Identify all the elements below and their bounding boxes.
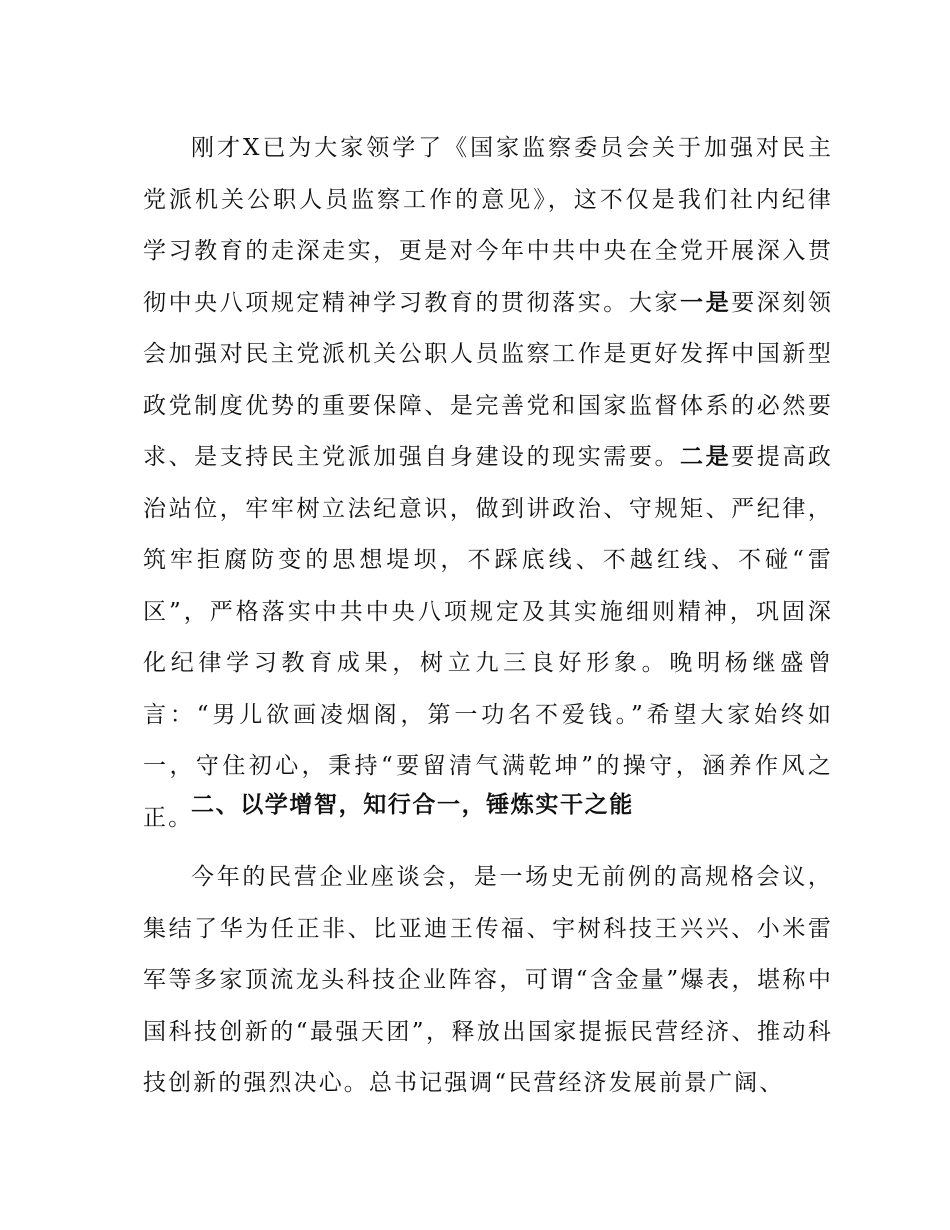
emphasis-second-point: 二是 (680, 444, 732, 470)
paragraph-1-text-a: 刚才X已为大家领学了《国家监察委员会关于加强对民主党派机关公职人员监察工作的意见》，这不仅是我们社内纪律学习教育的走深走实，更是对今年中共中央在全党开展深入贯彻中央八项规定精神学习教育的贯彻落实。大家 (143, 135, 833, 316)
emphasis-first-point: 一是 (680, 289, 732, 316)
section-heading-2: 二、以学增智，知行合一，锤炼实干之能 (191, 792, 634, 818)
body-paragraph-2: 今年的民营企业座谈会，是一场史无前例的高规格会议，集结了华为任正非、比亚迪王传福、宇树科技王兴兴、小米雷军等多家顶流龙头科技企业阵容，可谓“含金量”爆表，堪称中国科技创新的“最强天团”，释放出国家提振民营经济、推动科技创新的强烈决心。总书记强调“民营经济发展前景广阔、 (143, 864, 833, 1096)
body-paragraph-1 (143, 123, 833, 844)
paragraph-1-text-c: 要提高政治站位，牢牢树立法纪意识，做到讲政治、守规矩、严纪律，筑牢拒腐防变的思想堤坝，不踩底线、不越红线、不碰“雷区”，严格落实中共中央八项规定及其实施细则精神，巩固深化纪律学习教育成果，树立九三良好形象。晚明杨继盛曾言：“男儿欲画凌烟阁，第一功名不爱钱。”希望大家始终如一，守住初心，秉持“要留清气满乾坤”的操守，涵养作风之正。 (143, 444, 834, 831)
paragraph-1-text-b: 要深刻领会加强对民主党派机关公职人员监察工作是更好发挥中国新型政党制度优势的重要保障、是完善党和国家监督体系的必然要求、是支持民主党派加强自身建设的现实需要。 (143, 289, 834, 470)
